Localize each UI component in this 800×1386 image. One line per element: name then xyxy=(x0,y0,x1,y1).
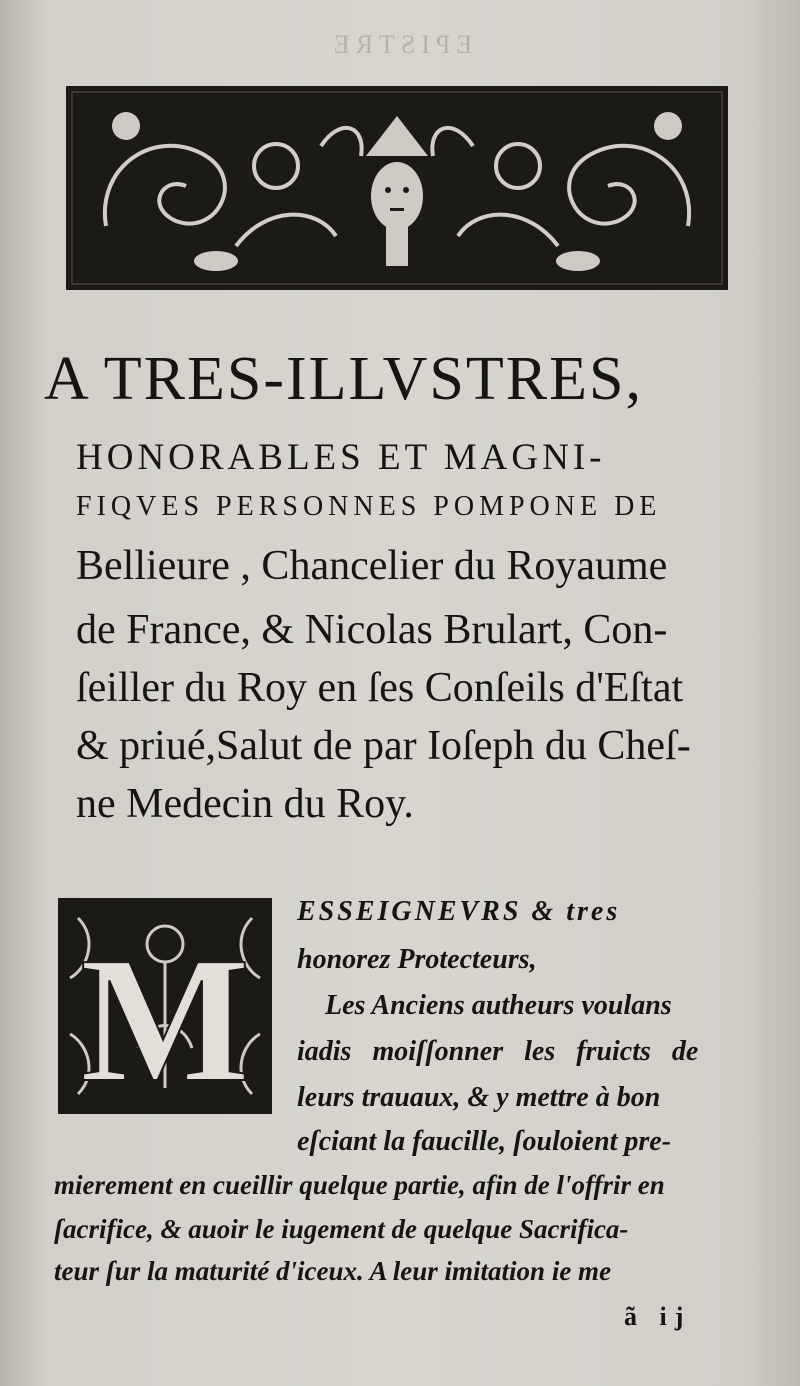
title-line-8: ne Medecin du Roy. xyxy=(76,781,414,827)
body-line-1: ESSEIGNEVRS & tres xyxy=(297,896,621,927)
signature-mark: ã ij xyxy=(624,1302,692,1331)
body-line-3: Les Anciens autheurs voulans xyxy=(325,990,672,1021)
body-line-5: leurs trauaux, & y mettre à bon xyxy=(297,1082,661,1113)
title-line-1: A TRES-ILLVSTRES, xyxy=(44,345,643,413)
decorated-initial-m xyxy=(58,898,272,1114)
title-line-6: ſeiller du Roy en ſes Conſeils d'Eſtat xyxy=(76,665,684,711)
title-line-4: Bellieure , Chancelier du Royaume xyxy=(76,543,668,589)
headpiece-ornament xyxy=(66,86,728,290)
title-line-2: HONORABLES ET MAGNI- xyxy=(76,437,606,478)
bleed-through-text: EPISTRE xyxy=(327,30,473,59)
title-line-5: de France, & Nicolas Brulart, Con- xyxy=(76,607,668,653)
initial-letter: M xyxy=(80,920,250,1114)
body-line-6: eſciant la faucille, ſouloient pre- xyxy=(297,1126,672,1157)
title-line-3: FIQVES PERSONNES POMPONE DE xyxy=(76,491,662,522)
body-line-8: ſacrifice, & auoir le iugement de quelque Sacrifica- xyxy=(54,1214,629,1244)
title-line-7: & priué,Salut de par Ioſeph du Cheſ- xyxy=(76,723,691,769)
body-line-9: teur ſur la maturité d'iceux. A leur imitation ie me xyxy=(54,1256,612,1286)
dedication-title xyxy=(44,344,764,827)
body-line-7: mierement en cueillir quelque partie, afin de l'offrir en xyxy=(54,1170,665,1200)
body-line-2: honorez Protecteurs, xyxy=(297,944,537,975)
body-line-4: iadis moiſſonner les fruicts de xyxy=(297,1036,699,1067)
